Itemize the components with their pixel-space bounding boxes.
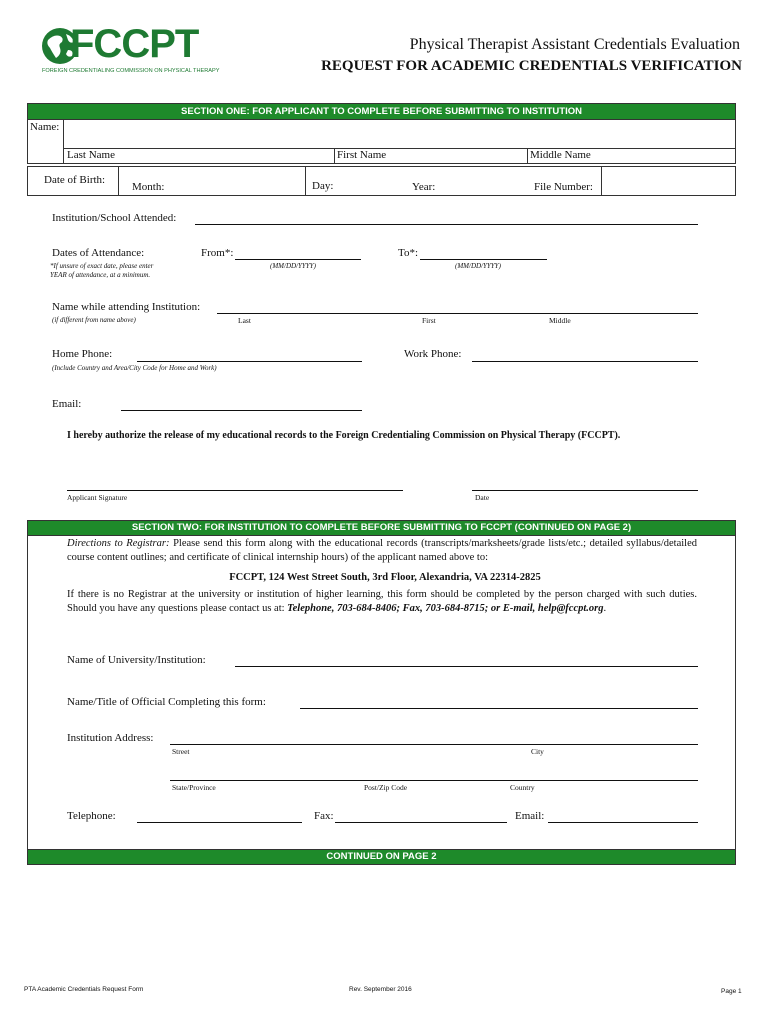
name-label: Name: bbox=[30, 121, 60, 133]
telephone-label: Telephone: bbox=[67, 810, 116, 822]
institution-email-input[interactable] bbox=[548, 822, 698, 823]
street-label: Street bbox=[172, 747, 190, 756]
form-title: Physical Therapist Assistant Credentials Evaluation bbox=[409, 36, 740, 53]
state-zip-country-input[interactable] bbox=[170, 780, 698, 781]
dates-note-2: YEAR of attendance, at a minimum. bbox=[50, 271, 151, 279]
name-while-middle: Middle bbox=[549, 316, 571, 325]
name-while-note: (if different from name above) bbox=[52, 316, 136, 324]
logo-text: FCCPT bbox=[70, 22, 199, 66]
work-phone-label: Work Phone: bbox=[404, 348, 462, 360]
country-label: Country bbox=[510, 783, 535, 792]
year-field[interactable]: Year: bbox=[412, 181, 436, 193]
directions-body: Please send this form along with the educational records (transcripts/marksheets/grade lists/etc.; detailed syllabus/detailed course content outlines; and certificate of clinical internship hours) of the applicant named above to: bbox=[67, 538, 697, 563]
registrar-body: If there is no Registrar at the university or institution of higher learning, this form should be completed by the person charged with such duties. Should you have any questions please contact us at: bbox=[67, 589, 697, 614]
footer-revision: Rev. September 2016 bbox=[349, 986, 412, 993]
work-phone-input[interactable] bbox=[472, 361, 698, 362]
signature-date-input[interactable] bbox=[472, 490, 698, 491]
institution-email-label: Email: bbox=[515, 810, 545, 822]
name-input[interactable] bbox=[65, 121, 733, 147]
dates-label: Dates of Attendance: bbox=[52, 247, 145, 259]
signature-label: Applicant Signature bbox=[67, 493, 128, 502]
contact-info: Telephone, 703-684-8406; Fax, 703-684-8715; or E-mail, help@fccpt.org bbox=[287, 603, 604, 614]
state-label: State/Province bbox=[172, 783, 216, 792]
home-phone-input[interactable] bbox=[137, 361, 362, 362]
zip-label: Post/Zip Code bbox=[364, 783, 408, 792]
name-while-last: Last bbox=[238, 316, 251, 325]
to-label: To*: bbox=[398, 247, 419, 259]
directions-label: Directions to Registrar: bbox=[67, 538, 170, 549]
day-field[interactable]: Day: bbox=[312, 180, 334, 192]
home-phone-label: Home Phone: bbox=[52, 348, 113, 360]
from-date-input[interactable] bbox=[235, 259, 361, 260]
phone-note: (Include Country and Area/City Code for Home and Work) bbox=[52, 364, 217, 372]
to-date-format: (MM/DD/YYYY) bbox=[455, 262, 501, 270]
date-label: Date bbox=[475, 493, 490, 502]
name-while-label: Name while attending Institution: bbox=[52, 301, 201, 313]
applicant-signature-input[interactable] bbox=[67, 490, 403, 491]
contact-end: . bbox=[603, 603, 607, 614]
street-city-input[interactable] bbox=[170, 744, 698, 745]
logo-tagline: FOREIGN CREDENTIALING COMMISSION ON PHYSICAL THERAPY bbox=[42, 68, 220, 74]
name-while-first: First bbox=[422, 316, 436, 325]
directions-text bbox=[67, 537, 697, 565]
university-label: Name of University/Institution: bbox=[67, 654, 206, 666]
last-name-label: Last Name bbox=[67, 149, 115, 161]
institution-label: Institution/School Attended: bbox=[52, 212, 177, 224]
footer-form-name: PTA Academic Credentials Request Form bbox=[24, 986, 144, 993]
from-label: From*: bbox=[201, 247, 234, 259]
form-subtitle: REQUEST FOR ACADEMIC CREDENTIALS VERIFICATION bbox=[321, 58, 742, 74]
name-while-input[interactable] bbox=[217, 313, 698, 314]
registrar-text bbox=[67, 588, 697, 616]
section-one-heading: SECTION ONE: FOR APPLICANT TO COMPLETE BEFORE SUBMITTING TO INSTITUTION bbox=[27, 103, 736, 120]
dates-note-1: *If unsure of exact date, please enter bbox=[50, 262, 154, 270]
email-label: Email: bbox=[52, 398, 82, 410]
from-date-format: (MM/DD/YYYY) bbox=[270, 262, 316, 270]
authorization-statement: I hereby authorize the release of my educational records to the Foreign Credentialing Commission on Physical Therapy (FCCPT). bbox=[67, 430, 621, 441]
fax-label: Fax: bbox=[314, 810, 334, 822]
logo bbox=[40, 22, 230, 78]
email-input[interactable] bbox=[121, 410, 362, 411]
footer-page-number: Page 1 bbox=[721, 988, 742, 995]
continued-banner: CONTINUED ON PAGE 2 bbox=[27, 849, 736, 865]
month-field[interactable]: Month: bbox=[132, 181, 165, 193]
middle-name-label: Middle Name bbox=[530, 149, 591, 161]
university-input[interactable] bbox=[235, 666, 698, 667]
file-number-field[interactable]: File Number: bbox=[534, 181, 593, 193]
first-name-label: First Name bbox=[337, 149, 387, 161]
fax-input[interactable] bbox=[335, 822, 507, 823]
section-two-heading: SECTION TWO: FOR INSTITUTION TO COMPLETE BEFORE SUBMITTING TO FCCPT (CONTINUED ON PAGE 2) bbox=[27, 520, 736, 536]
institution-address-label: Institution Address: bbox=[67, 732, 154, 744]
official-label: Name/Title of Official Completing this form: bbox=[67, 696, 266, 708]
telephone-input[interactable] bbox=[137, 822, 302, 823]
to-date-input[interactable] bbox=[420, 259, 547, 260]
fccpt-address: FCCPT, 124 West Street South, 3rd Floor, Alexandria, VA 22314-2825 bbox=[229, 572, 541, 583]
dob-label: Date of Birth: bbox=[44, 174, 106, 186]
institution-input[interactable] bbox=[195, 224, 698, 225]
city-label: City bbox=[531, 747, 544, 756]
official-input[interactable] bbox=[300, 708, 698, 709]
